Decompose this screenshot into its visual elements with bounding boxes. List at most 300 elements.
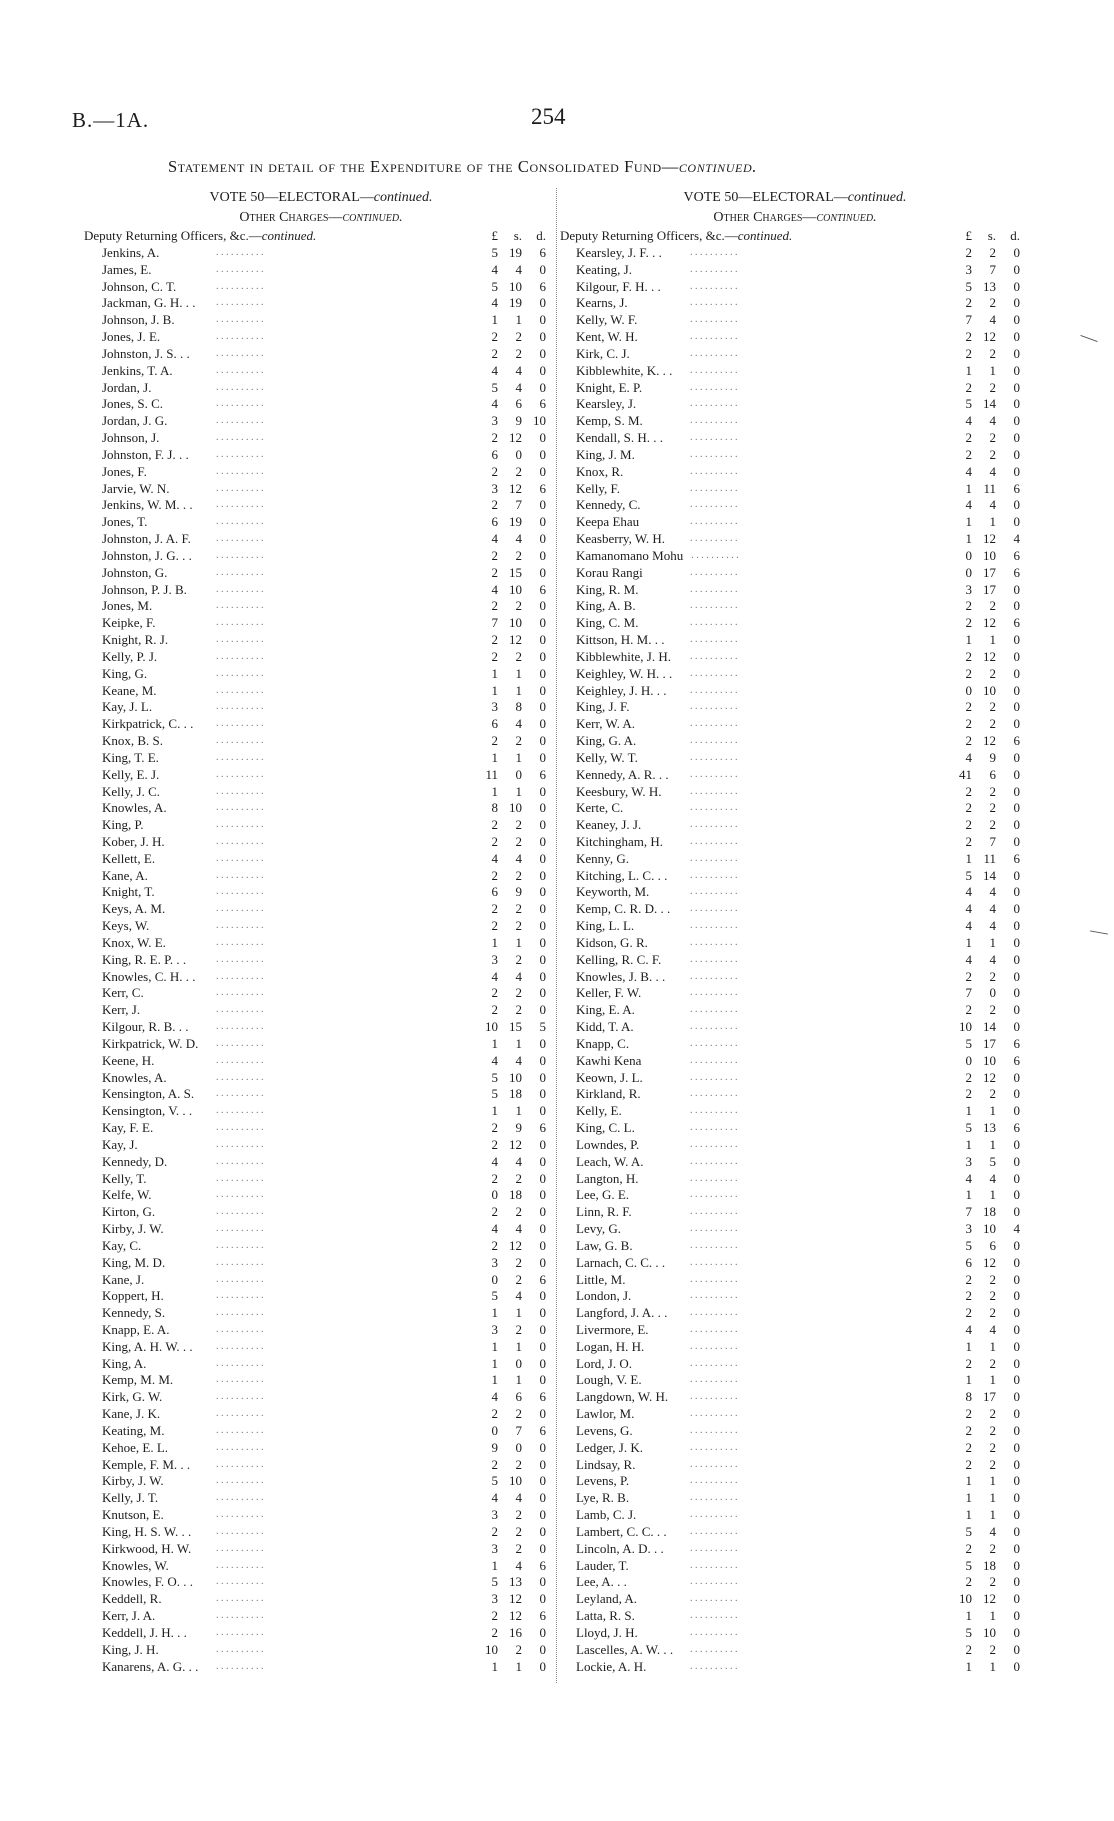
amount-pence: 0 [1013,379,1020,395]
payee-name: Kibblewhite, J. H. [576,648,671,664]
dot-leader: . . . . . . . . . . [216,465,264,477]
amount-pence: 6 [539,766,546,782]
amount-pounds: 3 [491,1322,498,1337]
dot-leader: . . . . . . . . . . [690,600,738,612]
payee-name: Little, M. [576,1271,626,1287]
amount-pence: 0 [1013,1557,1020,1573]
amount-pence: 0 [1013,951,1020,967]
dot-leader: . . . . . . . . . . [690,1071,738,1083]
amount-pence: 0 [539,1052,546,1068]
amount-shillings: 10 [509,581,522,597]
amount-shillings: 7 [515,1422,522,1438]
amount-shillings: 2 [515,985,522,1001]
table-row [560,683,1030,700]
amount-shillings: 1 [989,514,996,530]
amount-shillings: 18 [509,1187,522,1203]
dot-leader: . . . . . . . . . . [690,1525,738,1537]
payee-name: Johnson, J. [102,430,160,446]
dot-leader: . . . . . . . . . . [216,1138,264,1150]
dot-leader: . . . . . . . . . . [690,768,738,780]
payee-name: Knox, B. S. [102,733,164,749]
dot-leader: . . . . . . . . . . [216,1273,264,1285]
payee-name: Levens, G. [576,1422,633,1438]
amount-pence: 0 [1013,817,1020,833]
amount-pence: 0 [539,749,546,765]
amount-pounds: 3 [491,951,498,967]
amount-shillings: 2 [515,817,522,833]
table-row [86,918,556,935]
amount-pounds: 3 [965,581,972,597]
amount-pounds: 2 [965,1305,972,1321]
payee-name: Keyworth, M. [576,884,650,900]
amount-pounds: 3 [491,1254,498,1270]
dot-leader: . . . . . . . . . . [216,802,264,814]
dot-leader: . . . . . . . . . . [216,903,264,915]
payee-name: Lye, R. B. [576,1490,630,1506]
amount-shillings: 2 [989,1456,996,1472]
table-row [560,1053,1030,1070]
amount-pence: 0 [539,699,546,715]
vote-heading-main: VOTE 50—ELECTORAL— [209,190,374,205]
amount-shillings: 2 [989,1540,996,1556]
table-row [560,649,1030,666]
amount-pence: 0 [539,514,546,530]
amount-pence: 0 [1013,598,1020,614]
amount-pounds: 2 [491,867,498,883]
table-row [86,1272,556,1289]
payee-name: Kilgour, R. B. . . [102,1019,189,1035]
amount-shillings: 2 [515,1170,522,1186]
amount-pounds: 2 [965,1086,972,1102]
payee-name: Kelly, E. J. [102,766,160,782]
amount-pence: 0 [1013,1069,1020,1085]
dot-leader: . . . . . . . . . . [690,1357,738,1369]
amount-pence: 0 [539,648,546,664]
amount-pence: 0 [539,867,546,883]
amount-pounds: 1 [965,1608,972,1624]
table-row [86,1574,556,1591]
amount-pence: 0 [539,632,546,648]
amount-pounds: 4 [965,749,972,765]
table-row [86,1036,556,1053]
amount-pounds: 8 [491,800,498,816]
table-row [86,1255,556,1272]
amount-pence: 0 [539,1069,546,1085]
payee-name: Lee, A. . . [576,1574,627,1590]
amount-shillings: 19 [509,295,522,311]
table-row [560,666,1030,683]
amount-pounds: 1 [965,514,972,530]
dot-leader: . . . . . . . . . . [690,533,738,545]
table-row [560,1423,1030,1440]
dot-leader: . . . . . . . . . . [216,735,264,747]
amount-pounds: 5 [491,1473,498,1489]
document-reference: B.—1A. [72,108,150,132]
dot-leader: . . . . . . . . . . [216,835,264,847]
amount-pence: 6 [1013,480,1020,496]
amount-pence: 6 [1013,1052,1020,1068]
payee-name: Keddell, J. H. . . [102,1624,187,1640]
table-row [560,1137,1030,1154]
table-row [86,851,556,868]
pence-header: d. [536,228,546,243]
table-row [86,733,556,750]
amount-pounds: 6 [491,514,498,530]
amount-pence: 0 [539,1574,546,1590]
table-row [86,1171,556,1188]
amount-shillings: 2 [515,1002,522,1018]
payee-name: Keaney, J. J. [576,817,642,833]
charges-heading-left [86,208,556,228]
table-row [86,430,556,447]
payee-name: Kearns, J. [576,295,628,311]
table-row [560,1036,1030,1053]
amount-pounds: 2 [965,1355,972,1371]
payee-name: Leach, W. A. [576,1153,644,1169]
amount-shillings: 13 [983,278,996,294]
amount-pence: 0 [539,733,546,749]
amount-pounds: 41 [959,766,972,782]
payee-name: King, R. M. [576,581,639,597]
table-row [86,363,556,380]
table-row [560,1272,1030,1289]
amount-pence: 0 [539,716,546,732]
amount-shillings: 4 [989,413,996,429]
amount-pence: 0 [1013,901,1020,917]
amount-pence: 0 [539,1456,546,1472]
table-row [86,784,556,801]
amount-pence: 0 [539,1490,546,1506]
amount-pounds: 4 [965,901,972,917]
amount-pence: 0 [1013,800,1020,816]
amount-pence: 0 [539,783,546,799]
payee-name: Knowles, C. H. . . [102,968,196,984]
amount-shillings: 2 [515,329,522,345]
dot-leader: . . . . . . . . . . [690,566,738,578]
amount-pence: 0 [539,463,546,479]
amount-shillings: 1 [989,1473,996,1489]
table-row [560,935,1030,952]
table-row [560,262,1030,279]
right-column [560,188,1030,1675]
amount-pence: 0 [539,1204,546,1220]
table-row [560,531,1030,548]
amount-pounds: 10 [485,1019,498,1035]
table-row [560,1574,1030,1591]
amount-shillings: 2 [989,716,996,732]
amount-pounds: 1 [491,783,498,799]
dot-leader: . . . . . . . . . . [216,347,264,359]
dot-leader: . . . . . . . . . . [690,1273,738,1285]
payee-name: Knapp, E. A. [102,1322,170,1337]
amount-pounds: 2 [491,1204,498,1220]
dot-leader: . . . . . . . . . . [690,398,738,410]
dot-leader: . . . . . . . . . . [216,1223,264,1235]
dot-leader: . . . . . . . . . . [690,953,738,965]
payee-name: Kendall, S. H. . . [576,430,664,446]
dot-leader: . . . . . . . . . . [690,617,738,629]
amount-pence: 0 [1013,1658,1020,1674]
amount-pence: 6 [539,278,546,294]
amount-shillings: 1 [989,632,996,648]
vote-heading-continued: continued. [373,190,433,205]
amount-pence: 0 [539,1153,546,1169]
amount-pounds: 3 [965,1221,972,1237]
amount-pounds: 10 [485,1641,498,1657]
amount-shillings: 1 [515,934,522,950]
amount-pence: 0 [539,564,546,580]
dot-leader: . . . . . . . . . . [690,1054,738,1066]
amount-pounds: 2 [965,430,972,446]
dot-leader: . . . . . . . . . . [216,1559,264,1571]
table-row [86,1204,556,1221]
amount-pounds: 1 [965,1103,972,1119]
table-row [560,1541,1030,1558]
table-row [86,295,556,312]
amount-pounds: 2 [491,632,498,648]
table-row [560,1288,1030,1305]
amount-shillings: 1 [515,1658,522,1674]
amount-pounds: 2 [491,901,498,917]
payee-name: Kerr, J. [102,1002,141,1018]
payee-name: Kay, J. L. [102,699,153,715]
payee-name: Kelly, F. [576,480,620,496]
amount-pence: 0 [539,918,546,934]
amount-pence: 0 [539,968,546,984]
payee-name: Kane, J. K. [102,1406,161,1422]
amount-shillings: 2 [515,1540,522,1556]
payee-name: Kittson, H. M. . . [576,632,665,648]
amount-pence: 0 [1013,1422,1020,1438]
payee-name: Kent, W. H. [576,329,638,345]
amount-pounds: 2 [965,598,972,614]
payee-name: Knox, W. E. [102,934,166,950]
table-row [560,1406,1030,1423]
amount-pence: 0 [1013,295,1020,311]
payee-name: Levens, P. [576,1473,630,1489]
payee-name: Kelly, J. T. [102,1490,159,1506]
amount-shillings: 2 [515,867,522,883]
payee-name: Kanarens, A. G. . . [102,1658,199,1674]
amount-pence: 0 [539,261,546,277]
amount-pence: 0 [539,1002,546,1018]
table-row [86,683,556,700]
amount-pounds: 10 [959,1591,972,1607]
amount-shillings: 2 [515,1641,522,1657]
dot-leader: . . . . . . . . . . [216,533,264,545]
payee-name: Kay, F. E. [102,1120,154,1136]
table-row [560,497,1030,514]
table-row [86,1541,556,1558]
amount-shillings: 1 [989,1372,996,1388]
amount-pounds: 1 [965,934,972,950]
payee-name: Knapp, C. [576,1035,630,1051]
left-column [86,188,556,1675]
amount-shillings: 2 [989,295,996,311]
amount-pounds: 2 [965,817,972,833]
shillings-header: s. [513,228,522,243]
dot-leader: . . . . . . . . . . [690,634,738,646]
amount-pence: 0 [1013,245,1020,260]
amount-shillings: 2 [515,1204,522,1220]
amount-pounds: 2 [965,783,972,799]
amount-pence: 0 [539,446,546,462]
amount-shillings: 17 [983,1035,996,1051]
amount-pence: 5 [539,1019,546,1035]
payee-name: Keepa Ehau [576,514,640,530]
dot-leader: . . . . . . . . . . [216,482,264,494]
amount-pounds: 7 [965,985,972,1001]
amount-pounds: 7 [965,312,972,328]
amount-pounds: 1 [965,480,972,496]
amount-pounds: 1 [965,1658,972,1674]
amount-pounds: 2 [491,564,498,580]
table-row [86,952,556,969]
amount-pence: 0 [1013,1372,1020,1388]
amount-pounds: 11 [485,766,498,782]
dot-leader: . . . . . . . . . . [216,1509,264,1521]
table-row [86,329,556,346]
payee-name: Kelly, E. [576,1103,622,1119]
dot-leader: . . . . . . . . . . [216,920,264,932]
table-row [86,615,556,632]
table-row [560,1103,1030,1120]
payee-name: Langton, H. [576,1170,639,1186]
amount-pounds: 5 [965,1624,972,1640]
table-row [86,464,556,481]
amount-shillings: 1 [989,1187,996,1203]
table-row [560,329,1030,346]
table-row [560,312,1030,329]
amount-pence: 0 [1013,1473,1020,1489]
amount-pounds: 3 [491,413,498,429]
table-row [560,1389,1030,1406]
payee-name: Jordan, J. [102,379,152,395]
table-row [560,716,1030,733]
amount-pounds: 0 [965,682,972,698]
amount-pence: 0 [539,1322,546,1337]
amount-pounds: 1 [491,1103,498,1119]
dot-leader: . . . . . . . . . . [691,549,739,561]
payee-name: Kerte, C. [576,800,624,816]
payee-name: Kirk, G. W. [102,1389,163,1405]
table-row [560,514,1030,531]
amount-pounds: 4 [491,1221,498,1237]
amount-pounds: 1 [965,632,972,648]
table-row [560,346,1030,363]
amount-pence: 0 [539,295,546,311]
amount-shillings: 19 [509,245,522,260]
amount-shillings: 2 [515,547,522,563]
amount-pounds: 2 [491,1002,498,1018]
amount-shillings: 16 [509,1624,522,1640]
amount-pence: 0 [1013,362,1020,378]
amount-shillings: 10 [509,1069,522,1085]
amount-pence: 0 [539,884,546,900]
amount-pounds: 2 [491,817,498,833]
amount-shillings: 9 [515,884,522,900]
amount-pence: 0 [539,1136,546,1152]
amount-pounds: 3 [491,1507,498,1523]
amount-shillings: 0 [515,766,522,782]
amount-shillings: 12 [509,1591,522,1607]
amount-pounds: 5 [965,1523,972,1539]
amount-pence: 6 [1013,547,1020,563]
table-row [560,396,1030,413]
table-row [86,901,556,918]
amount-pence: 0 [1013,463,1020,479]
dot-leader: . . . . . . . . . . [216,1206,264,1218]
amount-pounds: 7 [491,615,498,631]
payee-name: Korau Rangi [576,564,643,580]
table-row [560,1120,1030,1137]
amount-pounds: 0 [965,547,972,563]
payee-name: King, P. [102,817,144,833]
dot-leader: . . . . . . . . . . [690,516,738,528]
amount-pounds: 2 [491,1406,498,1422]
amount-shillings: 10 [509,800,522,816]
amount-pounds: 2 [965,1422,972,1438]
payee-name: Kehoe, E. L. [102,1439,169,1455]
column-divider [556,188,557,1683]
amount-shillings: 1 [989,1507,996,1523]
amount-pence: 0 [1013,1153,1020,1169]
amount-shillings: 10 [509,615,522,631]
payee-name: King, C. M. [576,615,639,631]
payee-name: Jones, T. [102,514,148,530]
dot-leader: . . . . . . . . . . [216,1239,264,1251]
table-row [86,1372,556,1389]
payee-name: Keene, H. [102,1052,155,1068]
table-row [560,598,1030,615]
dot-leader: . . . . . . . . . . [690,1492,738,1504]
payee-name: Jones, S. C. [102,396,164,412]
amount-pounds: 1 [965,1473,972,1489]
amount-shillings: 2 [989,446,996,462]
amount-shillings: 2 [989,783,996,799]
dot-leader: . . . . . . . . . . [216,1307,264,1319]
payee-name: King, G. [102,665,148,681]
amount-pounds: 2 [491,463,498,479]
amount-pence: 6 [539,480,546,496]
amount-pence: 0 [1013,1355,1020,1371]
amount-pence: 0 [539,665,546,681]
dot-leader: . . . . . . . . . . [690,684,738,696]
dot-leader: . . . . . . . . . . [690,1424,738,1436]
dot-leader: . . . . . . . . . . [216,768,264,780]
amount-pence: 6 [1013,1035,1020,1051]
table-row [560,632,1030,649]
amount-pence: 0 [539,1540,546,1556]
amount-pence: 0 [1013,1338,1020,1354]
dot-leader: . . . . . . . . . . [216,718,264,730]
amount-shillings: 14 [983,867,996,883]
dot-leader: . . . . . . . . . . [216,499,264,511]
amount-pounds: 5 [965,278,972,294]
amount-shillings: 14 [983,1019,996,1035]
dot-leader: . . . . . . . . . . [216,1324,264,1335]
dot-leader: . . . . . . . . . . [690,381,738,393]
amount-shillings: 2 [989,379,996,395]
dot-leader: . . . . . . . . . . [216,667,264,679]
amount-pounds: 5 [965,1035,972,1051]
amount-pounds: 6 [965,1254,972,1270]
payee-name: Kay, J. [102,1136,138,1152]
payee-name: London, J. [576,1288,632,1304]
table-header-left [86,228,556,245]
payee-name: Kirkpatrick, W. D. [102,1035,199,1051]
table-row [560,1372,1030,1389]
